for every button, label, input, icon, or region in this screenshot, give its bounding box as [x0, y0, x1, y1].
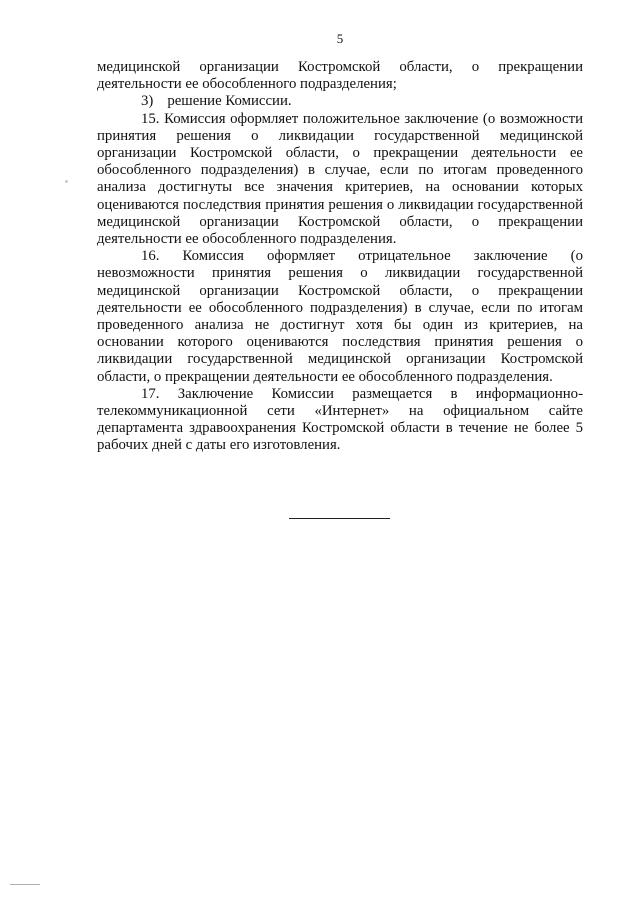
- paragraph-continuation: медицинской организации Костромской области, о прекращении деятельности ее обособленного подразделения;: [97, 59, 583, 93]
- scan-artifact-dot: [65, 180, 68, 183]
- list-item-3-text: решение Комиссии.: [167, 93, 292, 110]
- paragraph-17: 17. Заключение Комиссии размещается в информационно-телекоммуникационной сети «Интернет» на официальном сайте департамента здравоохранения Костромской области в течение не более 5 рабочих дней с даты его изготовления.: [97, 385, 583, 454]
- document-body: [97, 59, 583, 455]
- paragraph-15: 15. Комиссия оформляет положительное заключение (о возможности принятия решения о ликвидации государственной медицинской организации Костромской области, о прекращении деятельности ее обособленного подразделения) в случае, если по итогам проведенного анализа достигнуты все значения критериев, на основании которых оцениваются последствия принятия решения о ликвидации государственной медицинской организации Костромской области, о прекращении деятельности ее обособленного подразделения.: [97, 110, 583, 248]
- page-number: 5: [336, 31, 344, 46]
- end-of-text-rule: [289, 518, 390, 519]
- paragraph-16: 16. Комиссия оформляет отрицательное заключение (о невозможности принятия решения о ликвидации государственной медицинской организации Костромской области, о прекращении деятельности ее обособленного подразделения) в случае, если по итогам проведенного анализа не достигнут хотя бы один из критериев, на основании которого оцениваются последствия принятия решения о ликвидации государственной медицинской организации Костромской области, о прекращении деятельности ее обособленного подразделения.: [97, 248, 583, 385]
- list-item-3-marker: 3): [141, 93, 154, 110]
- list-item-3: [97, 93, 583, 110]
- scan-artifact-mark: [10, 884, 40, 885]
